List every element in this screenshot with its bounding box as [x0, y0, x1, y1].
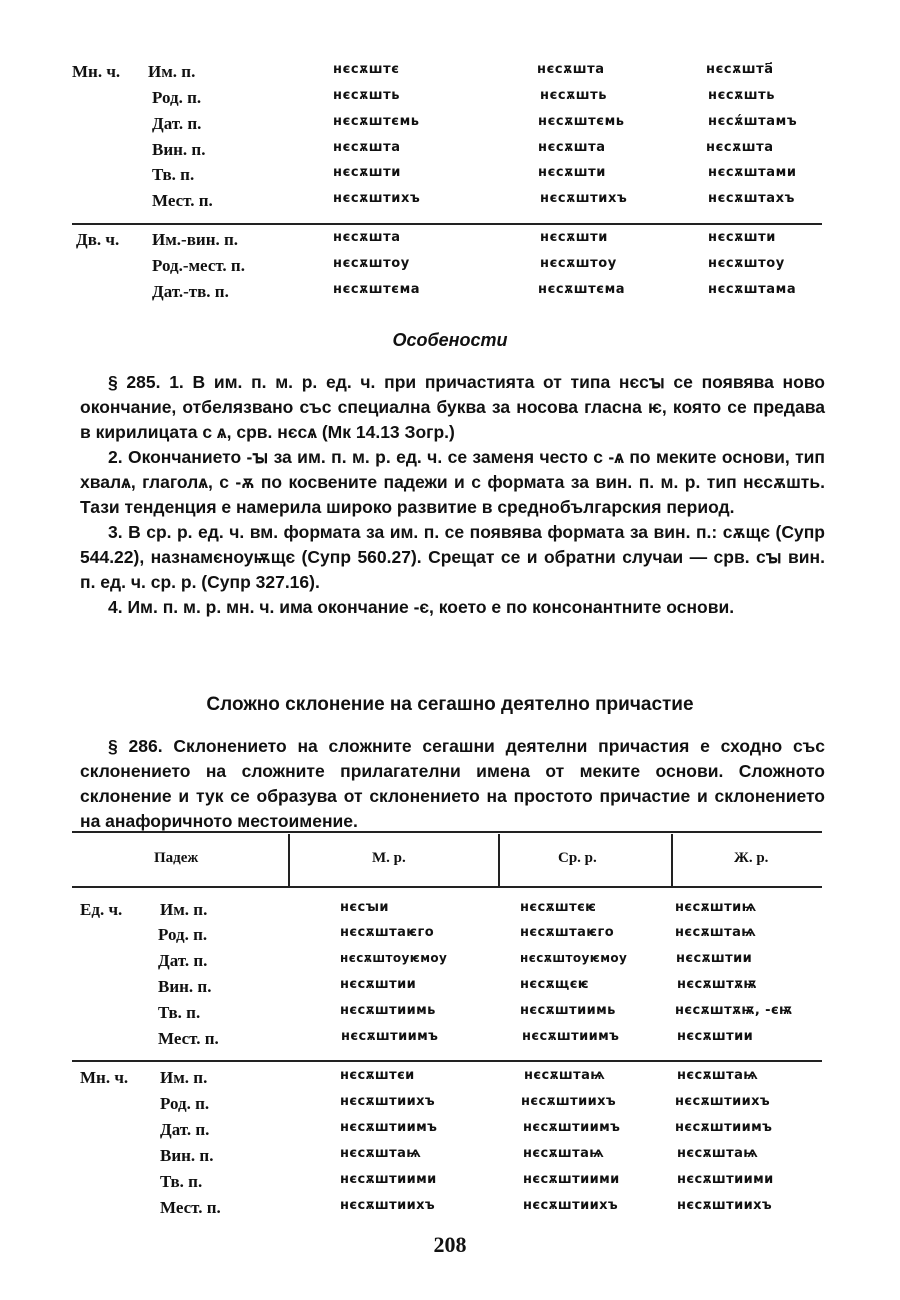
- table-row: [0, 114, 900, 138]
- form-masculine: нєсѫштихъ: [333, 191, 421, 206]
- form-masculine: нєсѫштаѩ: [340, 1146, 422, 1161]
- number-label: Дв. ч.: [76, 230, 120, 249]
- table-top-rule: [72, 831, 822, 833]
- paragraph-285-2: 2. Окончанието -ꙑ за им. п. м. р. ед. ч. се заменя често с -ѧ по меките основи, тип хвалѧ, глаголѧ, с -ѫ по косвените падежи и с формата за вин. п. м. р. тип нєсѫшть. Тази тенденция е намерила широко развитие в среднобългарския период.: [80, 447, 825, 517]
- case-label: Вин. п.: [160, 1146, 214, 1165]
- form-feminine: нєсѫ́штамъ: [708, 114, 798, 129]
- table-row: [0, 282, 900, 306]
- form-neuter: нєсѫштиихъ: [523, 1198, 619, 1213]
- form-neuter: нєсѫшти: [538, 165, 606, 180]
- form-masculine: нєсѫштоуѥмоу: [340, 951, 448, 965]
- column-divider: [498, 834, 500, 886]
- form-feminine: нєсѫштами: [708, 165, 797, 180]
- form-feminine: нєсѫштии: [676, 951, 753, 966]
- case-label: Тв. п.: [158, 1003, 201, 1022]
- form-feminine: нєсѫштиихъ: [675, 1094, 771, 1109]
- table-row: [0, 88, 900, 112]
- table-row: [0, 1094, 900, 1118]
- number-label: Мн. ч.: [80, 1068, 129, 1087]
- form-feminine: нєсѫштѫѭ: [677, 977, 757, 992]
- number-label: Мн. ч.: [72, 62, 121, 81]
- form-feminine: нєсѫштиимъ: [675, 1120, 773, 1135]
- case-label: Дат.-тв. п.: [152, 282, 229, 301]
- table-divider: [72, 1060, 822, 1062]
- case-label: Дат. п.: [152, 114, 202, 133]
- case-label: Им. п.: [160, 1068, 208, 1087]
- form-feminine: нєсѫшть: [708, 88, 776, 103]
- case-label: Тв. п.: [152, 165, 195, 184]
- form-neuter: нєсѫштиимъ: [522, 1029, 620, 1044]
- column-divider: [288, 834, 290, 886]
- form-neuter: нєсѫштєѥ: [520, 900, 597, 915]
- form-neuter: нєсѫштаѥго: [520, 925, 615, 940]
- section1-body: [80, 370, 825, 620]
- table-row: [0, 977, 900, 1001]
- table-row: [0, 62, 900, 86]
- form-neuter: нєсѫшти: [540, 230, 608, 245]
- form-masculine: нєсѫштиимь: [340, 1003, 436, 1018]
- header-masculine: М. р.: [372, 850, 406, 866]
- table-row: [0, 1120, 900, 1144]
- column-divider: [671, 834, 673, 886]
- form-masculine: нєсѫштиимъ: [341, 1029, 439, 1044]
- form-masculine: нєсѫшти: [333, 165, 401, 180]
- case-label: Мест. п.: [152, 191, 213, 210]
- form-masculine: нєсѫштєма: [333, 282, 421, 297]
- form-neuter: нєсѫштиимь: [520, 1003, 616, 1018]
- form-masculine: нєсѫштиими: [340, 1172, 437, 1187]
- form-feminine: нєсѫштѫѭ, -єѭ: [675, 1003, 793, 1018]
- form-masculine: нєсѫштиихъ: [340, 1094, 436, 1109]
- form-feminine: нєсѫштии: [677, 1029, 754, 1044]
- form-neuter: нєсѫштоу: [540, 256, 617, 271]
- form-neuter: нєсѫштоуѥмоу: [520, 951, 628, 965]
- section2-body: [80, 734, 825, 834]
- table-row: [0, 1146, 900, 1170]
- form-feminine: нєсѫштаѩ: [677, 1068, 759, 1083]
- header-neuter: Ср. р.: [558, 850, 597, 866]
- form-feminine: нєсѫштаѩ: [675, 925, 757, 940]
- case-label: Мест. п.: [160, 1198, 221, 1217]
- paragraph-285-1: § 285. 1. В им. п. м. р. ед. ч. при причастията от типа нєсꙑ се появява ново окончание, отбелязвано със специална буква за носова гласна ѥ, която се предава в кирилицата с ѧ, срв. нєсѧ (Мк 14.13 Зогр.): [80, 372, 825, 442]
- form-feminine: нєсѫштахъ: [708, 191, 795, 206]
- case-label: Дат. п.: [158, 951, 208, 970]
- form-feminine: нєсѫштама: [708, 282, 797, 297]
- table-row: [0, 951, 900, 975]
- table-row: [0, 165, 900, 189]
- table-row: [0, 1029, 900, 1053]
- table-row: [0, 1198, 900, 1222]
- form-neuter: нєсѫштихъ: [540, 191, 628, 206]
- case-label: Им. п.: [148, 62, 196, 81]
- form-masculine: нєсѫшть: [333, 88, 401, 103]
- form-neuter: нєсѫшта: [538, 140, 606, 155]
- table-row: [0, 1068, 900, 1092]
- table-row: [0, 925, 900, 949]
- form-neuter: нєсѫштаѩ: [524, 1068, 606, 1083]
- case-label: Им. п.: [160, 900, 208, 919]
- paragraph-285-4: 4. Им. п. м. р. мн. ч. има окончание -є, което е по консонантните основи.: [108, 597, 735, 617]
- form-feminine: нєсѫштиѩ: [675, 900, 757, 915]
- form-neuter: нєсѫштиихъ: [521, 1094, 617, 1109]
- form-masculine: нєсѫштаѥго: [340, 925, 435, 940]
- form-feminine: нєсѫшта҃: [706, 62, 774, 77]
- form-masculine: нєсѫштоу: [333, 256, 410, 271]
- case-label: Род. п.: [152, 88, 202, 107]
- table-row: [0, 140, 900, 164]
- case-label: Мест. п.: [158, 1029, 219, 1048]
- case-label: Род.-мест. п.: [152, 256, 245, 275]
- table-header-rule: [72, 886, 822, 888]
- form-masculine: нєсѫштии: [340, 977, 417, 992]
- table-row: [0, 1172, 900, 1196]
- case-label: Вин. п.: [158, 977, 212, 996]
- header-case: Падеж: [154, 850, 199, 866]
- form-masculine: нєсѫшта: [333, 140, 401, 155]
- case-label: Дат. п.: [160, 1120, 210, 1139]
- form-masculine: нєсѫштиихъ: [340, 1198, 436, 1213]
- form-neuter: нєсѫшть: [540, 88, 608, 103]
- paragraph-285-3: 3. В ср. р. ед. ч. вм. формата за им. п. се появява формата за вин. п.: сѫщє (Супр 544.22), назнамєноуѭщє (Супр 560.27). Срещат се и обратни случаи — срв. сꙑ вин. п. ед. ч. ср. р. (Супр 327.16).: [80, 522, 825, 592]
- section-heading-compound-declension: Сложно склонение на сегашно деятелно причастие: [206, 694, 694, 715]
- form-masculine: нєсѫштєи: [340, 1068, 415, 1083]
- paragraph-286: § 286. Склонението на сложните сегашни деятелни причастия е сходно със склонението на сложните прилагателни имена от меките основи. Сложното склонение и тук се образува от склонението на простото причастие и склонението на анафоричното местоимение.: [80, 736, 825, 831]
- number-label: Ед. ч.: [80, 900, 123, 919]
- form-masculine: нєсѫшта: [333, 230, 401, 245]
- header-feminine: Ж. р.: [734, 850, 769, 866]
- form-feminine: нєсѫштиихъ: [677, 1198, 773, 1213]
- table-row: [0, 1003, 900, 1027]
- case-label: Род. п.: [160, 1094, 210, 1113]
- form-neuter: нєсѫштємь: [538, 114, 625, 129]
- case-label: Тв. п.: [160, 1172, 203, 1191]
- form-feminine: нєсѫштоу: [708, 256, 785, 271]
- form-neuter: нєсѫштєма: [538, 282, 626, 297]
- form-feminine: нєсѫштаѩ: [677, 1146, 759, 1161]
- table-row: [0, 256, 900, 280]
- section-heading-features: Особености: [392, 330, 508, 350]
- form-neuter: нєсѫштиими: [523, 1172, 620, 1187]
- form-feminine: нєсѫшти: [708, 230, 776, 245]
- form-neuter: нєсѫщєѥ: [520, 977, 590, 992]
- case-label: Им.-вин. п.: [152, 230, 239, 249]
- table-row: [0, 191, 900, 215]
- form-feminine: нєсѫшта: [706, 140, 774, 155]
- page-number: 208: [433, 1232, 467, 1257]
- form-masculine: нєсꙑи: [340, 900, 389, 915]
- table-row: [0, 230, 900, 254]
- form-masculine: нєсѫштиимъ: [340, 1120, 438, 1135]
- case-label: Вин. п.: [152, 140, 206, 159]
- form-neuter: нєсѫштаѩ: [523, 1146, 605, 1161]
- form-feminine: нєсѫштиими: [677, 1172, 774, 1187]
- form-masculine: нєсѫштємь: [333, 114, 420, 129]
- form-neuter: нєсѫшта: [537, 62, 605, 77]
- case-label: Род. п.: [158, 925, 208, 944]
- form-masculine: нєсѫштє: [333, 62, 400, 77]
- form-neuter: нєсѫштиимъ: [523, 1120, 621, 1135]
- table-divider: [72, 223, 822, 225]
- table-row: [0, 900, 900, 924]
